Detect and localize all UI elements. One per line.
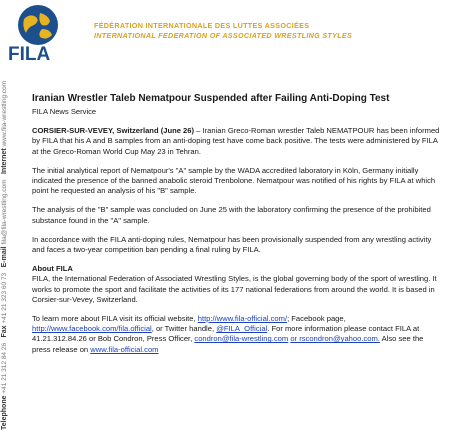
press-release <box>32 93 444 364</box>
internet-label: Internet <box>1 148 8 175</box>
internet-address: www.fila-wrestling.com <box>1 80 8 147</box>
email-link-condron[interactable]: condron@fila-wrestling.com <box>194 334 289 344</box>
about-heading: About FILA <box>32 264 73 274</box>
dateline: CORSIER-SUR-VEVEY, Switzerland (June 26) <box>32 126 195 136</box>
email-address: fila@fila-wrestling.com <box>1 179 8 245</box>
fax-label: Fax <box>1 325 8 338</box>
contact-paragraph <box>32 314 444 355</box>
federation-name-en: INTERNATIONAL FEDERATION OF ASSOCIATED WRESTLING STYLES <box>94 31 353 40</box>
twitter-link[interactable]: @FILA_Official <box>216 324 268 334</box>
article-title: Iranian Wrestler Taleb Nematpour Suspended after Failing Anti-Doping Test <box>32 93 390 104</box>
federation-name-fr: FÉDÉRATION INTERNATIONALE DES LUTTES ASSOCIÉES <box>94 21 310 30</box>
about-paragraph: FILA, the International Federation of Associated Wrestling Styles, is the global governing body of the sport of wrestling. It works to promote the sport and facilitate the activities of its 177 national federations from around the world. It is based in Corsier-sur-Vevey, Switzerland. <box>32 274 437 304</box>
paragraph-2: The initial analytical report of Nematpour's "A" sample by the WADA accredited laboratory in Köln, Germany initially indicated the presence of the banned anabolic steroid Trenbolone. Nematpour was notified of his rights by FILA at which point he requested an analysis of his "B" sample. <box>32 165 436 196</box>
lead-text: – Iranian Greco-Roman wrestler Taleb NEMATPOUR has been informed by FILA that his A and B samples from an anti-doping test have come back positive. The tests were administered by FILA at the Greco-Roman World Cup May 23 in Tehran. <box>32 126 440 156</box>
telephone-label: Telephone <box>1 395 8 430</box>
contact-text-3: , or Twitter handle, <box>151 324 217 334</box>
contact-text-1: To learn more about FILA visit its official website, <box>32 314 198 324</box>
fila-logo <box>4 2 60 64</box>
contact-text-6: Also see the press release on <box>32 334 424 354</box>
press-release-link[interactable]: www.fila-official.com <box>90 344 159 354</box>
logo-text: FILA <box>8 44 51 65</box>
facebook-link[interactable]: http://www.facebook.com/fila.official <box>32 324 152 334</box>
news-service: FILA News Service <box>32 107 97 116</box>
email-label: E-mail <box>1 246 8 268</box>
lead-paragraph <box>32 126 444 157</box>
email-link-yahoo[interactable]: or rscondron@yahoo.com. <box>290 334 380 344</box>
globe-icon <box>18 5 58 45</box>
website-link[interactable]: http://www.fila-official.com/ <box>197 314 288 324</box>
contact-text-4: . For more information please contact FILA at 41.21.312.84.26 or Bob Condron, Press Officer, <box>32 324 420 344</box>
contact-text-2: ; Facebook page, <box>287 314 346 324</box>
fax-number: +41 21 323 60 73 <box>1 272 8 324</box>
paragraph-4: In accordance with the FILA anti-doping rules, Nematpour has been provisionally suspended from any wrestling activity and faces a two-year competition ban pending a final ruling by FILA. <box>32 234 432 255</box>
telephone-number: +41 21 312 84 26 <box>1 342 8 394</box>
paragraph-3: The analysis of the "B" sample was concluded on June 25 with the laboratory confirming the presence of the prohibited substance found in the "A" sample. <box>32 205 431 225</box>
contact-sidebar <box>0 66 12 430</box>
